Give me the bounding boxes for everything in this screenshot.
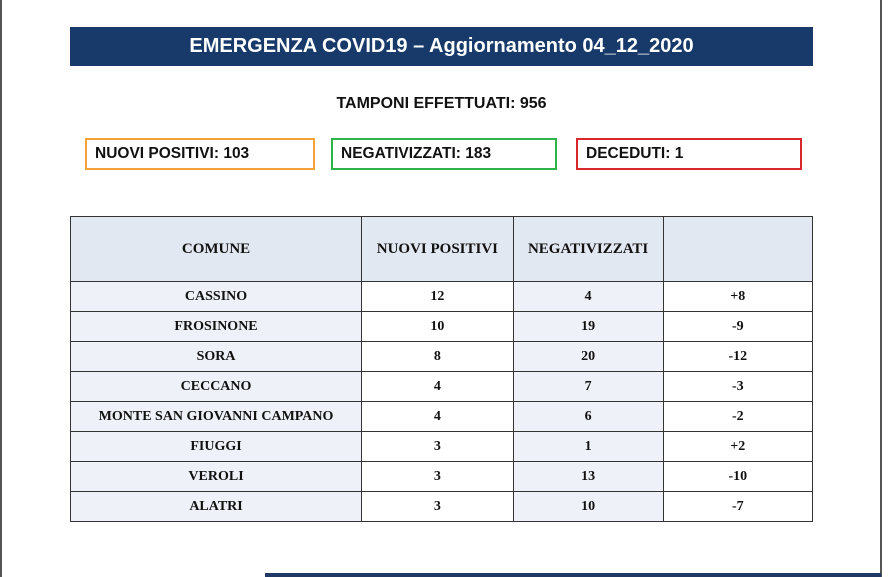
negativizzati-box [331,138,557,170]
header-negativizzati: NEGATIVIZZATI [513,217,663,282]
cell-positivi: 3 [362,462,514,492]
bottom-divider [265,573,881,577]
table-row [71,282,813,312]
cell-differenza: -10 [663,462,812,492]
cell-positivi: 8 [362,342,514,372]
table-row [71,402,813,432]
cell-comune: FIUGGI [71,432,362,462]
cell-comune: CECCANO [71,372,362,402]
cell-differenza: -12 [663,342,812,372]
table-row [71,372,813,402]
cell-differenza: +8 [663,282,812,312]
nuovi-positivi-label: NUOVI POSITIVI: 103 [95,145,250,162]
cell-positivi: 12 [362,282,514,312]
cell-comune: ALATRI [71,492,362,522]
page-left-border [0,0,2,577]
cell-differenza: -7 [663,492,812,522]
nuovi-positivi-box [85,138,315,170]
cell-comune: SORA [71,342,362,372]
cell-positivi: 4 [362,402,514,432]
cell-negativizzati: 20 [513,342,663,372]
cell-comune: CASSINO [71,282,362,312]
cell-negativizzati: 19 [513,312,663,342]
title-banner [70,27,813,66]
cell-negativizzati: 4 [513,282,663,312]
cell-comune: FROSINONE [71,312,362,342]
comuni-table [70,216,813,522]
page-title: EMERGENZA COVID19 – Aggiornamento 04_12_2020 [189,35,694,57]
deceduti-label: DECEDUTI: 1 [586,145,684,162]
cell-positivi: 3 [362,432,514,462]
table-row [71,492,813,522]
negativizzati-label: NEGATIVIZZATI: 183 [341,145,492,162]
cell-negativizzati: 13 [513,462,663,492]
cell-negativizzati: 10 [513,492,663,522]
page-right-border [880,0,882,577]
tamponi-count: TAMPONI EFFETTUATI: 956 [336,95,547,112]
table-header-row [71,217,813,282]
cell-negativizzati: 7 [513,372,663,402]
deceduti-box [576,138,802,170]
table-row [71,312,813,342]
header-nuovi-positivi: NUOVI POSITIVI [362,217,514,282]
cell-positivi: 3 [362,492,514,522]
cell-differenza: -9 [663,312,812,342]
header-comune: COMUNE [71,217,362,282]
cell-negativizzati: 6 [513,402,663,432]
cell-differenza: -3 [663,372,812,402]
cell-differenza: -2 [663,402,812,432]
cell-differenza: +2 [663,432,812,462]
table-row [71,342,813,372]
cell-positivi: 4 [362,372,514,402]
cell-positivi: 10 [362,312,514,342]
table-row [71,432,813,462]
header-differenza [663,217,812,282]
cell-comune: VEROLI [71,462,362,492]
cell-comune: MONTE SAN GIOVANNI CAMPANO [71,402,362,432]
cell-negativizzati: 1 [513,432,663,462]
table-row [71,462,813,492]
